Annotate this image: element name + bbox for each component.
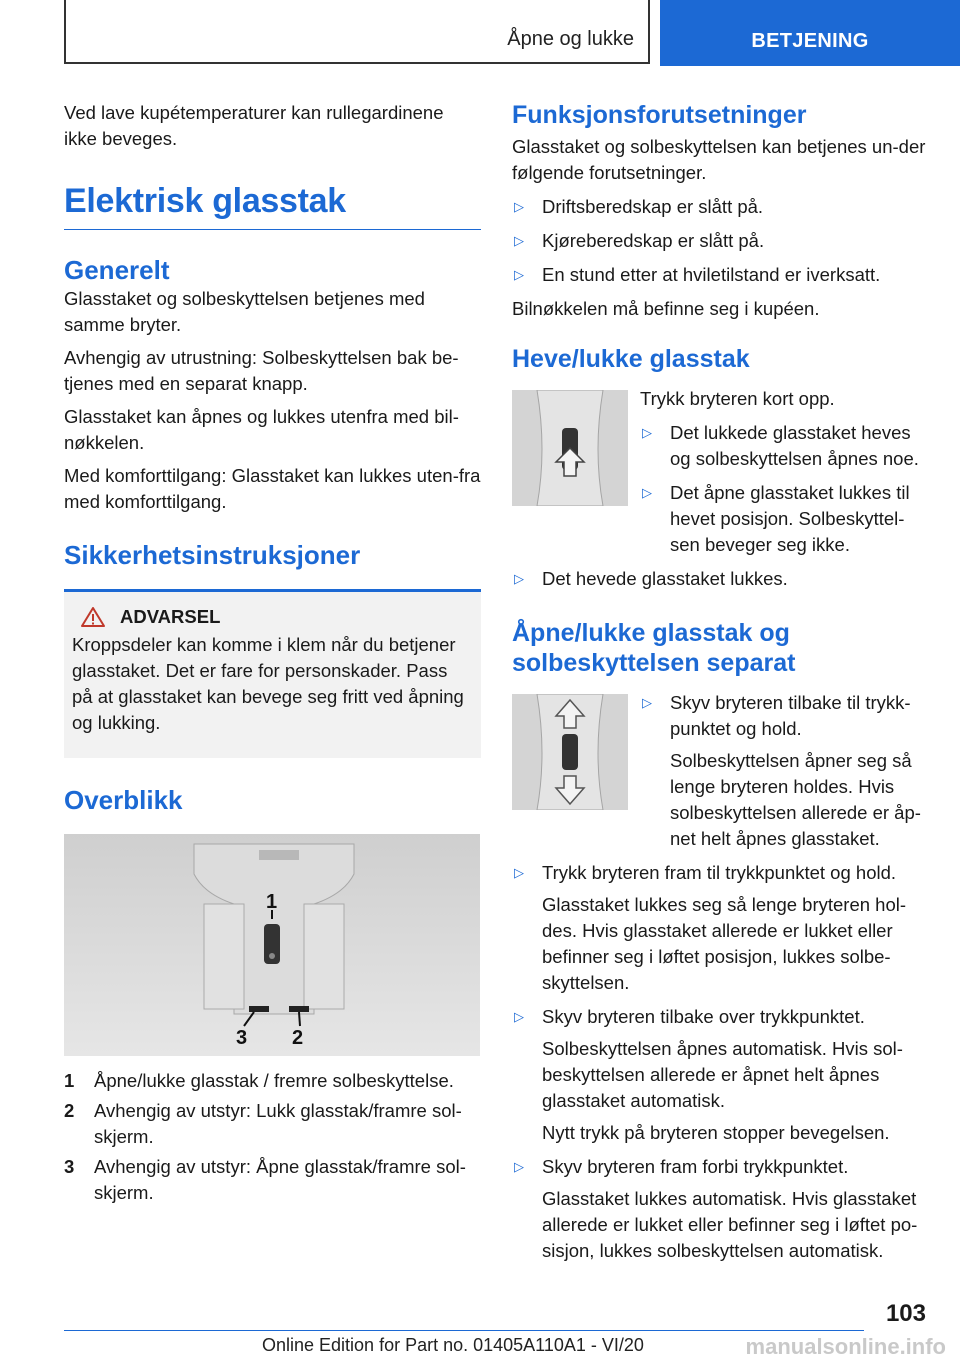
triangle-bullet-icon: ▷	[514, 1159, 524, 1174]
heading-separate	[512, 618, 926, 678]
legend-number: 1	[64, 1070, 75, 1091]
bullet-subtext: Glasstaket lukkes automatisk. Hvis glasstaket allerede er lukket eller befinner seg i løftet po-sisjon, lukkes solbeskyttelsen automatisk.	[542, 1188, 918, 1261]
bullet-item: ▷ Trykk bryteren fram til trykkpunktet og hold.	[512, 860, 926, 886]
separate-section	[512, 690, 926, 852]
legend-text: Åpne/lukke glasstak / fremre solbeskyttelse.	[94, 1070, 454, 1091]
chapter-tab[interactable]	[660, 0, 960, 66]
legend-item	[64, 1068, 481, 1094]
bullet-item: ▷ Det åpne glasstaket lukkes til hevet posisjon. Solbeskyttel-sen beveger seg ikke.	[642, 482, 910, 555]
warning-header	[72, 606, 473, 628]
heading-separate-line2: solbeskyttelsen separat	[512, 649, 796, 677]
overview-legend	[64, 1068, 481, 1206]
bullet-subtext: Solbeskyttelsen åpnes automatisk. Hvis sol-beskyttelsen allerede er åpnet helt åpnes glasstaket automatisk.	[542, 1038, 903, 1111]
prereq-text: Glasstaket og solbeskyttelsen kan betjenes un-der følgende forutsetninger.	[512, 136, 926, 183]
separate-text	[640, 690, 926, 852]
heading-raise: Heve/lukke glasstak	[512, 345, 750, 373]
triangle-bullet-icon: ▷	[642, 695, 652, 710]
bullet-item: ▷ En stund etter at hviletilstand er iverksatt.	[512, 262, 926, 288]
bullet-item: ▷ Skyv bryteren tilbake til trykk-punktet og hold.	[642, 692, 911, 739]
chapter-tab-label: BETJENING	[751, 30, 869, 52]
page-header	[0, 0, 960, 66]
generelt-paragraph: Avhengig av utrustning: Solbeskyttelsen bak be-tjenes med en separat knapp.	[64, 347, 459, 394]
triangle-bullet-icon: ▷	[514, 233, 524, 248]
page-number: 103	[885, 1300, 926, 1327]
raise-text	[640, 386, 926, 558]
generelt-paragraph: Med komforttilgang: Glasstaket kan lukkes uten-fra med komforttilgang.	[64, 465, 481, 512]
warning-text: Kroppsdeler kan komme i klem når du betjener glasstaket. Det er fare for personskader. Pass på at glasstaket kan bevege seg fritt ved åpning og lukking.	[72, 634, 464, 733]
switch-up-image	[512, 390, 628, 506]
heading-separate-line1: Åpne/lukke glasstak og	[512, 619, 790, 647]
bullet-item: ▷ Det lukkede glasstaket heves og solbeskyttelsen åpnes noe.	[642, 422, 919, 469]
raise-section	[512, 386, 926, 558]
triangle-bullet-icon: ▷	[514, 865, 524, 880]
callout-3: 3	[236, 1027, 248, 1049]
warning-box	[64, 589, 481, 758]
overview-figure	[64, 834, 480, 1056]
bullet-item: ▷ Kjøreberedskap er slått på.	[512, 228, 926, 254]
left-column	[64, 100, 481, 1210]
bullet-subtext: Nytt trykk på bryteren stopper bevegelsen.	[542, 1122, 890, 1143]
triangle-bullet-icon: ▷	[642, 425, 652, 440]
footer-rule	[64, 1330, 864, 1331]
bullet-item: ▷ Skyv bryteren tilbake over trykkpunktet.	[512, 1004, 926, 1030]
triangle-bullet-icon: ▷	[642, 485, 652, 500]
heading-generelt: Generelt	[64, 255, 170, 285]
legend-number: 2	[64, 1100, 75, 1121]
intro-text: Ved lave kupétemperaturer kan rullegardinene ikke beveges.	[64, 102, 444, 149]
bullet-subtext: Solbeskyttelsen åpner seg så lenge bryteren holdes. Hvis solbeskyttelsen allerede er åp-net helt åpnes glasstaket.	[670, 750, 921, 849]
triangle-bullet-icon: ▷	[514, 267, 524, 282]
main-heading: Elektrisk glasstak	[64, 182, 481, 230]
bullet-item: ▷ Det hevede glasstaket lukkes.	[512, 566, 926, 592]
legend-number: 3	[64, 1156, 75, 1177]
section-title: Åpne og lukke	[507, 28, 634, 50]
bullet-subtext: Glasstaket lukkes seg så lenge bryteren hol-des. Hvis glasstaket allerede er lukket eller befinner seg i løftet posisjon, lukkes solbe-skyttelsen.	[542, 894, 907, 993]
header-frame	[64, 0, 650, 64]
legend-item	[64, 1098, 481, 1150]
triangle-bullet-icon: ▷	[514, 1009, 524, 1024]
bullet-item: ▷ Skyv bryteren fram forbi trykkpunktet.	[512, 1154, 926, 1180]
generelt-paragraph: Glasstaket og solbeskyttelsen betjenes med samme bryter.	[64, 288, 425, 335]
bullet-item: ▷ Driftsberedskap er slått på.	[512, 194, 926, 220]
heading-prerequisites: Funksjonsforutsetninger	[512, 101, 807, 129]
legend-text: Avhengig av utstyr: Lukk glasstak/framre sol-skjerm.	[94, 1100, 462, 1147]
callout-1: 1	[266, 891, 278, 913]
generelt-paragraph: Glasstaket kan åpnes og lukkes utenfra med bil-nøkkelen.	[64, 406, 459, 453]
edition-text: Online Edition for Part no. 01405A110A1 - VI/20	[262, 1335, 644, 1355]
heading-safety: Sikkerhetsinstruksjoner	[64, 540, 361, 570]
warning-triangle-icon	[80, 606, 106, 628]
triangle-bullet-icon: ▷	[514, 199, 524, 214]
switch-slide-image	[512, 694, 628, 810]
legend-item	[64, 1154, 481, 1206]
callout-2: 2	[292, 1027, 304, 1049]
warning-label: ADVARSEL	[120, 606, 221, 627]
prereq-footer: Bilnøkkelen må befinne seg i kupéen.	[512, 298, 820, 319]
heading-overview: Overblikk	[64, 785, 183, 815]
roof-console-illustration	[64, 834, 480, 1056]
switch-up-illustration	[512, 390, 628, 506]
watermark: manualsonline.info	[745, 1334, 946, 1359]
right-column	[512, 100, 926, 1264]
switch-slide-illustration	[512, 694, 628, 810]
legend-text: Avhengig av utstyr: Åpne glasstak/framre sol-skjerm.	[94, 1156, 466, 1203]
raise-lead: Trykk bryteren kort opp.	[640, 388, 835, 409]
triangle-bullet-icon: ▷	[514, 571, 524, 586]
